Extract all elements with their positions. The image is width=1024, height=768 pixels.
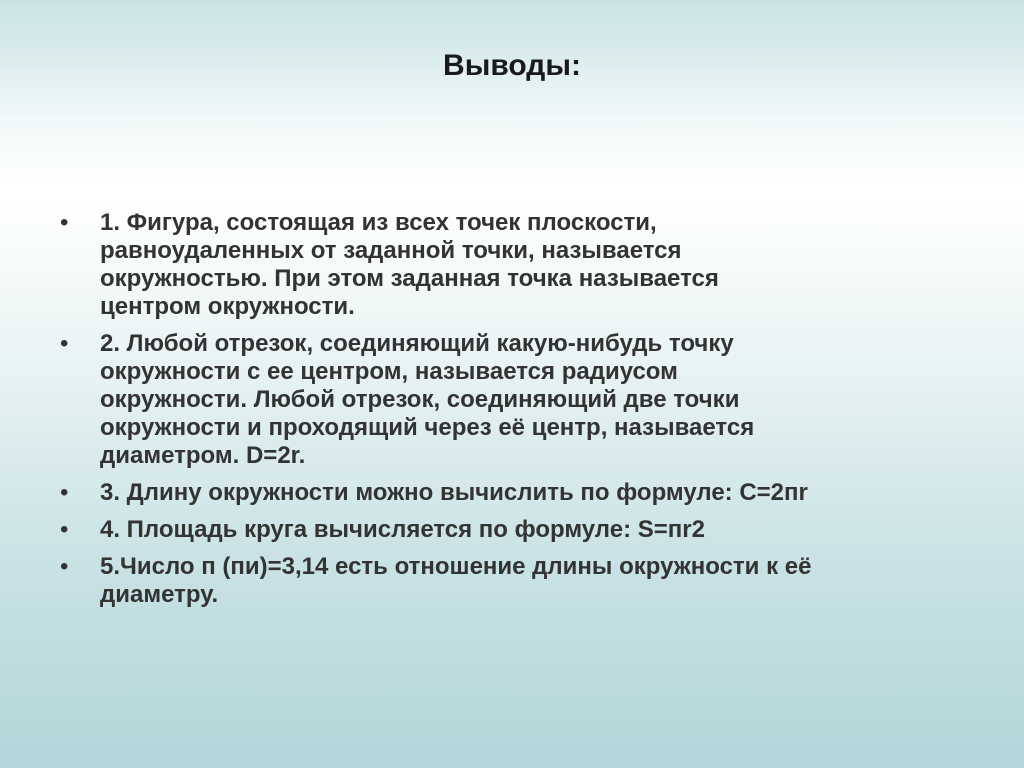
bullet-item-4 — [60, 516, 980, 544]
bullet-line: 5.Число п (пи)=3,14 есть отношение длины окружности к её — [100, 553, 812, 580]
bullet-marker: • — [60, 330, 69, 357]
bullet-line: 2. Любой отрезок, соединяющий какую-нибудь точку — [100, 330, 734, 357]
bullet-line: центром окружности. — [100, 293, 355, 320]
bullet-line: окружности и проходящий через её центр, называется — [100, 414, 755, 441]
bullet-item-5 — [60, 553, 980, 609]
bullet-line: окружности. Любой отрезок, соединяющий две точки — [100, 386, 740, 413]
bullet-line: равноудаленных от заданной точки, называется — [100, 237, 682, 264]
bullet-line: 3. Длину окружности можно вычислить по формуле: С=2пr — [100, 479, 808, 506]
bullet-marker: • — [60, 516, 69, 543]
bullet-marker: • — [60, 479, 69, 506]
bullet-line: 1. Фигура, состоящая из всех точек плоскости, — [100, 209, 657, 236]
bullet-item-2 — [60, 330, 980, 470]
bullet-marker: • — [60, 553, 69, 580]
bullet-item-3 — [60, 479, 980, 507]
bullet-line: окружностью. При этом заданная точка называется — [100, 265, 719, 292]
bullet-line: 4. Площадь круга вычисляется по формуле: S=пr2 — [100, 516, 705, 543]
bullet-item-1 — [60, 209, 980, 321]
bullet-line: диаметру. — [100, 581, 219, 608]
slide-title: Выводы: — [443, 49, 581, 82]
bullet-line: диаметром. D=2r. — [100, 442, 306, 469]
bullet-list — [60, 209, 980, 618]
bullet-line: окружности с ее центром, называется радиусом — [100, 358, 678, 385]
bullet-marker: • — [60, 209, 69, 236]
